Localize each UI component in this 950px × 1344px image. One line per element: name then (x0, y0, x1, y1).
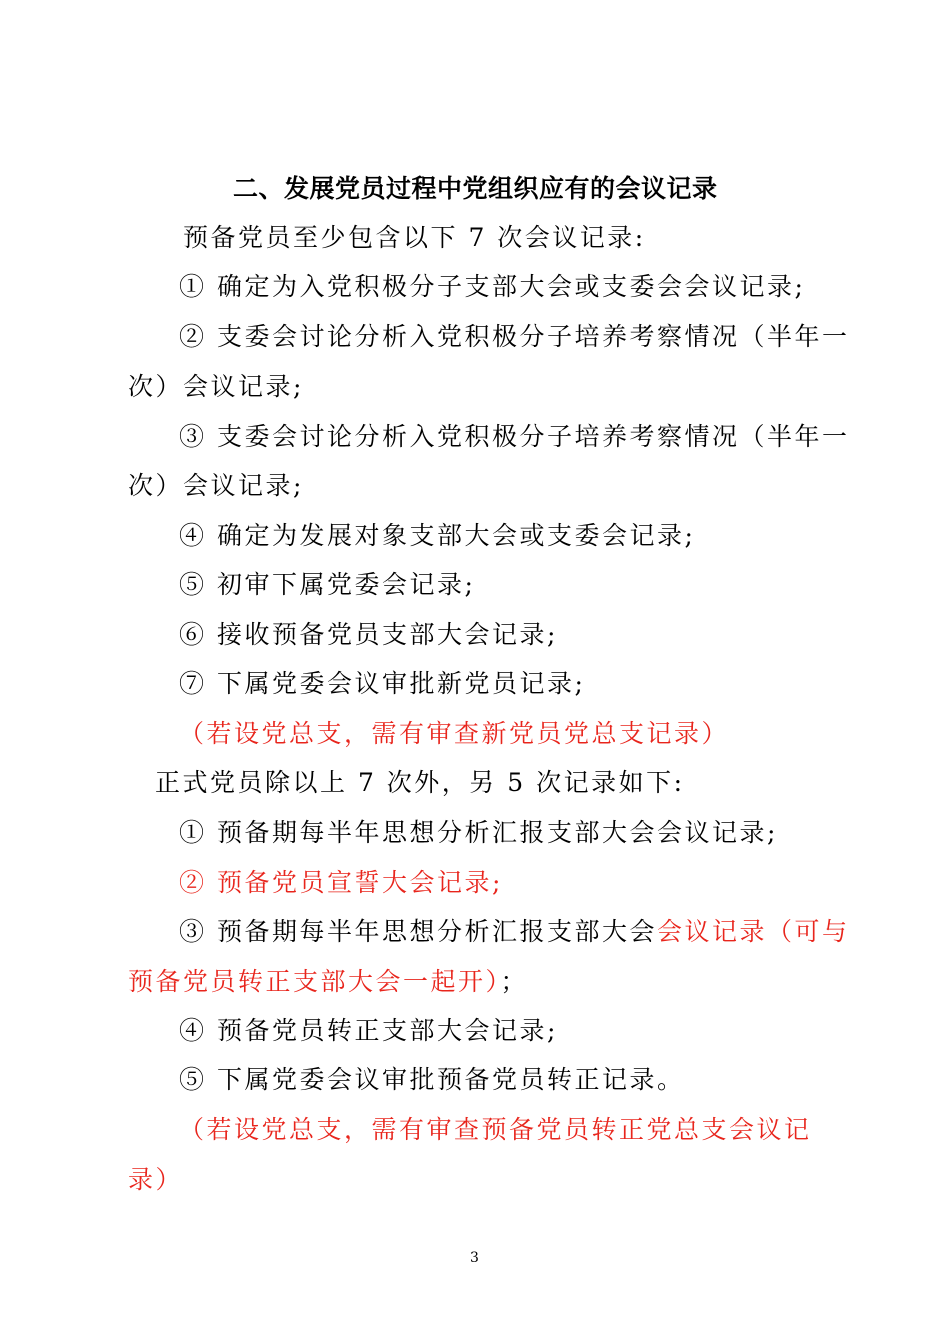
probationary-item-2-cont: 次）会议记录; (128, 372, 304, 401)
probationary-item-4: ④ 确定为发展对象支部大会或支委会记录; (179, 521, 696, 550)
probationary-item-6: ⑥ 接收预备党员支部大会记录; (179, 620, 558, 649)
formal-item-3-highlight: 会议记录（可与 (656, 917, 850, 946)
probationary-note: （若设党总支，需有审查新党员党总支记录） (179, 719, 730, 748)
formal-item-3-cont (128, 965, 528, 999)
formal-item-3-cont-highlight: 预备党员转正支部大会一起开） (128, 967, 501, 996)
page-number: 3 (470, 1250, 479, 1266)
probationary-intro: 预备党员至少包含以下 7 次会议记录: (183, 223, 646, 252)
probationary-item-7: ⑦ 下属党委会议审批新党员记录; (179, 669, 586, 698)
formal-note: （若设党总支，需有审查预备党员转正党总支会议记 (179, 1115, 812, 1144)
probationary-item-3-cont: 次）会议记录; (128, 471, 304, 500)
formal-item-3 (179, 915, 849, 949)
formal-item-4: ④ 预备党员转正支部大会记录; (179, 1016, 558, 1045)
formal-item-5: ⑤ 下属党委会议审批预备党员转正记录。 (179, 1065, 685, 1094)
probationary-item-2: ② 支委会讨论分析入党积极分子培养考察情况（半年一 (179, 322, 850, 351)
probationary-item-5: ⑤ 初审下属党委会记录; (179, 570, 476, 599)
section-title: 二、发展党员过程中党组织应有的会议记录 (233, 174, 718, 203)
probationary-item-3: ③ 支委会讨论分析入党积极分子培养考察情况（半年一 (179, 422, 850, 451)
probationary-item-1: ① 确定为入党积极分子支部大会或支委会会议记录; (179, 272, 806, 301)
formal-item-1: ① 预备期每半年思想分析汇报支部大会会议记录; (179, 818, 778, 847)
formal-item-3-text: ③ 预备期每半年思想分析汇报支部大会 (179, 917, 657, 946)
formal-item-2: ② 预备党员宣誓大会记录; (179, 868, 503, 897)
formal-note-cont: 录） (128, 1165, 184, 1194)
formal-intro: 正式党员除以上 7 次外，另 5 次记录如下: (155, 768, 685, 797)
formal-item-3-cont-end: ； (500, 967, 529, 996)
